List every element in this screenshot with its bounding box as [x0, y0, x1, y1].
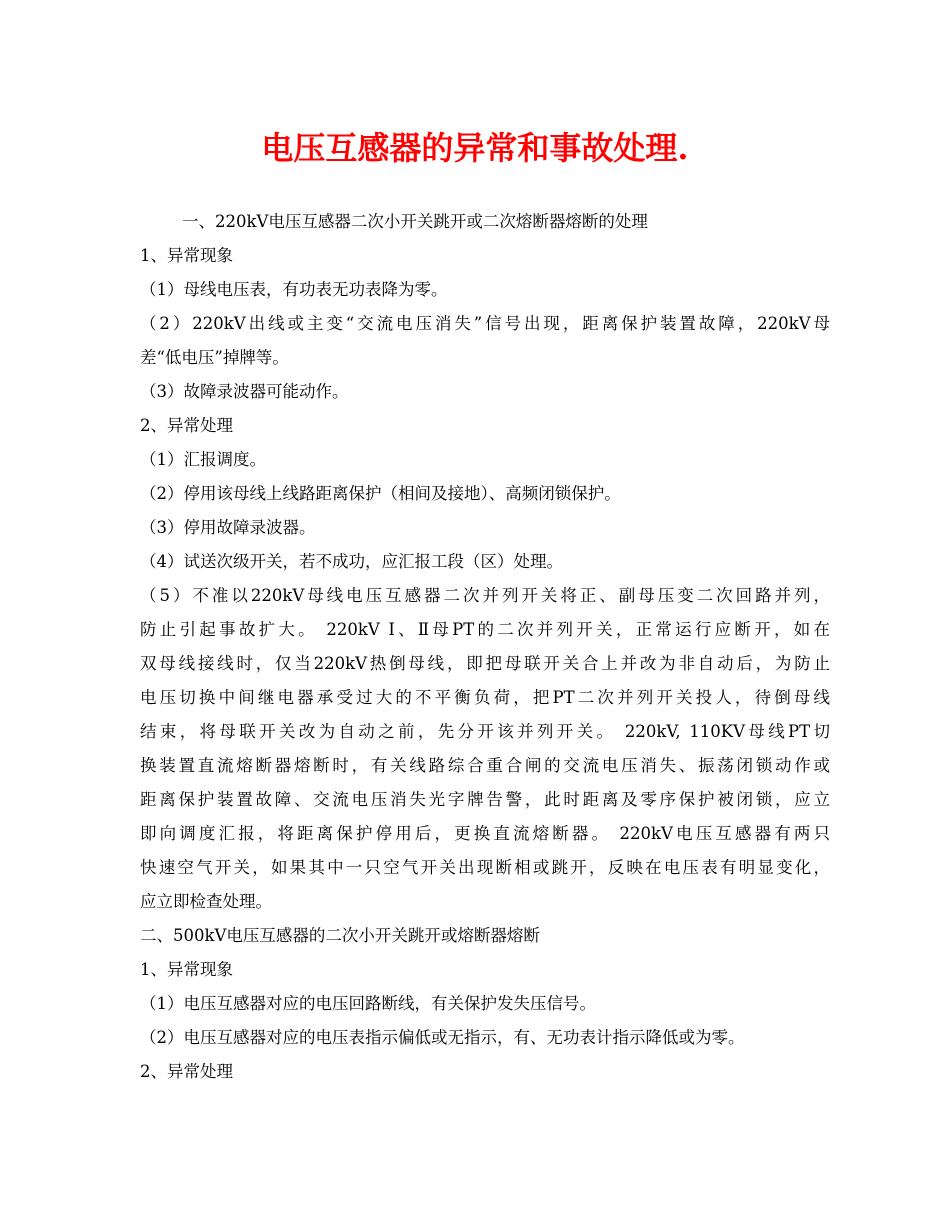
subsection-heading: 2、异常处理: [140, 416, 233, 435]
paragraph-line: 即向调度汇报，将距离保护停用后，更换直流熔断器。 220kV电压互感器有两只: [140, 824, 830, 843]
list-item-continuation: 差“低电压”掉牌等。: [140, 348, 289, 367]
paragraph-line: 电压切换中间继电器承受过大的不平衡负荷，把PT二次并列开关投人，待倒母线: [140, 688, 830, 707]
list-item: （3）故障录波器可能动作。: [140, 382, 349, 401]
document-body: [140, 205, 830, 1089]
paragraph-line: 快速空气开关，如果其中一只空气开关出现断相或跳开，反映在电压表有明显变化，: [140, 858, 830, 877]
list-item: （3）停用故障录波器。: [140, 518, 316, 537]
list-item: （1）母线电压表，有功表无功表降为零。: [140, 280, 448, 299]
section-heading-1: 一、220kV电压互感器二次小开关跳开或二次熔断器熔断的处理: [182, 212, 648, 231]
paragraph-line: 防止引起事故扩大。 220kV Ⅰ、Ⅱ母PT的二次并列开关，正常运行应断开，如在: [140, 620, 830, 639]
subsection-heading: 1、异常现象: [140, 960, 233, 979]
list-item: （2）电压互感器对应的电压表指示偏低或无指示，有、无功表计指示降低或为零。: [140, 1028, 745, 1047]
paragraph-line: 换装置直流熔断器熔断时，有关线路综合重合闸的交流电压消失、振荡闭锁动作或: [140, 756, 830, 775]
paragraph-line: 应立即检查处理。: [140, 892, 272, 911]
list-item: （2）停用该母线上线路距离保护（相间及接地）、高频闭锁保护。: [140, 484, 621, 503]
paragraph-line: 结束，将母联开关改为自动之前，先分开该并列开关。 220kV, 110KV母线PT切: [140, 722, 830, 741]
list-item: （5）不准以220kV母线电压互感器二次并列开关将正、副母压变二次回路并列，: [140, 586, 830, 605]
subsection-heading: 2、异常处理: [140, 1062, 233, 1081]
list-item: （4）试送次级开关，若不成功，应汇报工段（区）处理。: [140, 552, 563, 571]
list-item: （2）220kV出线或主变“交流电压消失”信号出现，距离保护装置故障，220kV母: [140, 314, 830, 333]
list-item: （1）电压互感器对应的电压回路断线，有关保护发失压信号。: [140, 994, 596, 1013]
paragraph-line: 距离保护装置故障、交流电压消失光字牌告警，此时距离及零序保护被闭锁，应立: [140, 790, 830, 809]
section-heading-2: 二、500kV电压互感器的二次小开关跳开或熔断器熔断: [140, 926, 540, 945]
subsection-heading: 1、异常现象: [140, 246, 233, 265]
paragraph-line: 双母线接线时，仅当220kV热倒母线，即把母联开关合上并改为非自动后，为防止: [140, 654, 830, 673]
list-item: （1）汇报调度。: [140, 450, 266, 469]
document-title: 电压互感器的异常和事故处理.: [261, 129, 689, 167]
